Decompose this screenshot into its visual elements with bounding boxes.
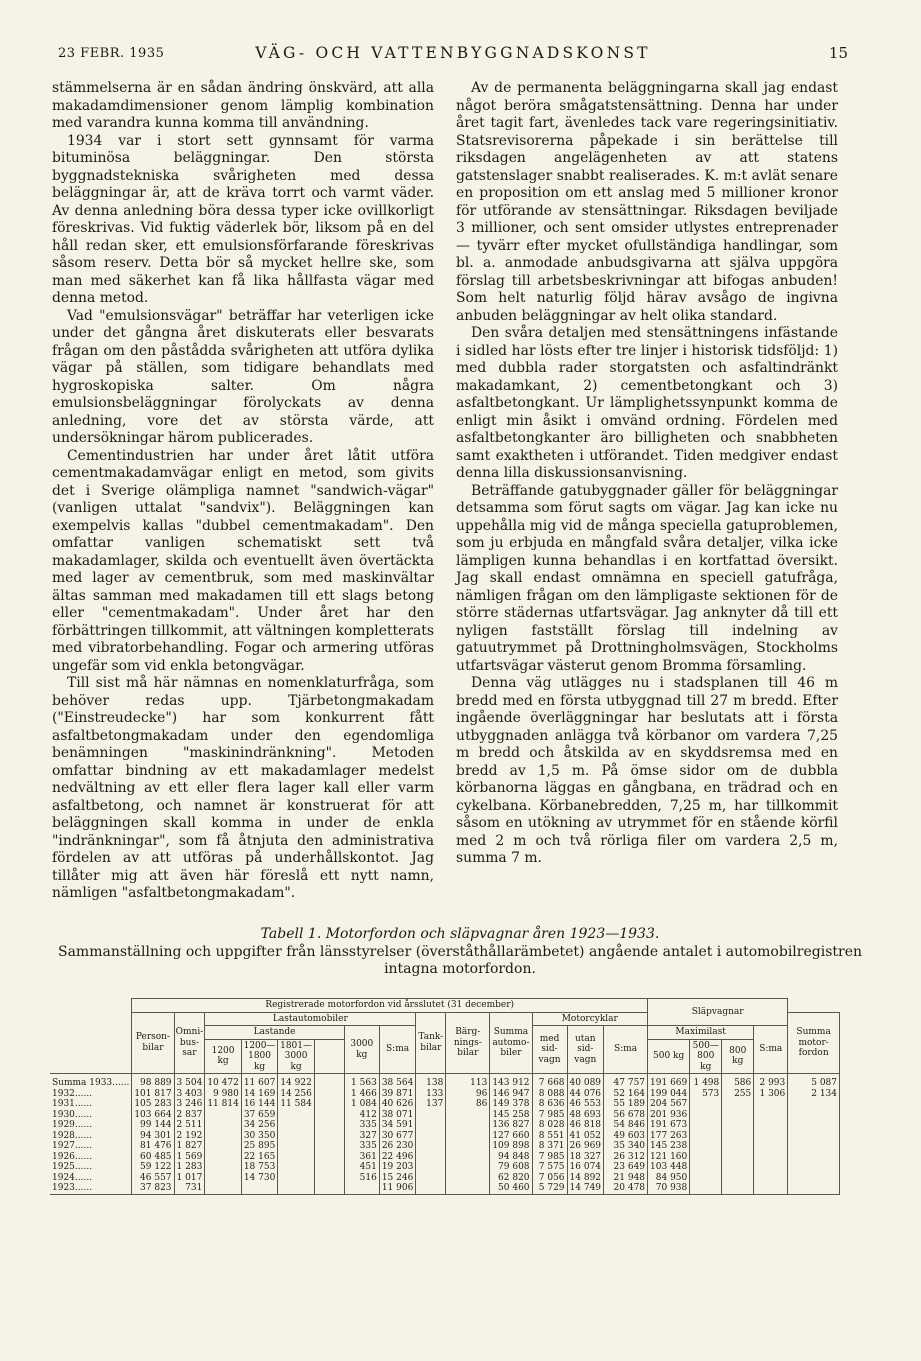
table-cell-s800: 1 306: [754, 1089, 788, 1100]
table-cell-s-sma: [788, 1183, 840, 1194]
table-cell-person: 99 144: [132, 1120, 174, 1131]
table-cell-summa-motor: 177 263: [648, 1131, 690, 1142]
table-cell-person: 59 122: [132, 1162, 174, 1173]
table-cell-s800: [754, 1152, 788, 1163]
table-cell-c1801-3000: [278, 1131, 315, 1142]
table-cell-summa-motor: 145 238: [648, 1141, 690, 1152]
table-cell-s-sma: [788, 1152, 840, 1163]
header-barg: Bärg-nings-bilar: [446, 1012, 490, 1074]
table-cell-barg: [446, 1131, 490, 1142]
table-cell-s500: [690, 1152, 722, 1163]
table-cell-tank: 137: [416, 1099, 446, 1110]
table-cell-omni: 731: [174, 1183, 205, 1194]
table-cell-c1200: 9 980: [205, 1089, 242, 1100]
table-cell-c1200: 11 814: [205, 1099, 242, 1110]
table-cell-summa-auto: 94 848: [490, 1152, 532, 1163]
table-cell-summa-motor: 191 673: [648, 1120, 690, 1131]
table-cell-c3000: 335: [344, 1120, 379, 1131]
header-mc-sma: S:ma: [604, 1026, 648, 1074]
table-cell-med: 8 371: [532, 1141, 567, 1152]
table-cell-person: 60 485: [132, 1152, 174, 1163]
table-cell-sma: 40 626: [379, 1099, 416, 1110]
paragraph: stämmelserna är en sådan ändring önskvärd, att alla makadamdimensioner genom lämplig kombination med varandra kunna komma till användning.: [52, 80, 434, 131]
header-3000: 3000 kg: [344, 1026, 379, 1074]
table-cell-sma: 19 203: [379, 1162, 416, 1173]
table-cell-spacer: [314, 1162, 344, 1173]
paragraph: Cementindustrien har under året låtit utföra cementmakadamvägar enligt en metod, som givits det i Sverige olämpliga namnet "sandwich-vägar" (vanligen uttalat "sandvix"). Beläggningen kan exempelvis kallas "dubbel cementmakadam". Den omfattar vanligen schematiskt sett två makadamlager, skilda och eventuellt även övertäckta med lager av cementbruk, som med maskinvältar ältas samman med makadamen till ett slags betong eller "cementmakadam". Under året har den förbättringen tillkommit, att vältningen kompletterats med vibratorbehandling. Fogar och armering utföras ungefär som vid enkla betongvägar.: [52, 447, 434, 674]
table-cell-c1200-1800: 30 350: [241, 1131, 278, 1142]
table-cell-omni: 3 504: [174, 1074, 205, 1089]
table-cell-utan: 48 693: [567, 1110, 604, 1121]
table-cell-s-sma: [788, 1173, 840, 1184]
table-cell-summa-motor: 199 044: [648, 1089, 690, 1100]
table-cell-s-sma: 5 087: [788, 1074, 840, 1089]
header-omnibus: Omni-bus-sar: [174, 1012, 205, 1074]
table-row: [50, 1099, 840, 1110]
paragraph: Av de permanenta beläggningarna skall jag endast något beröra smågatstensättning. Denna har under året tagit fart, ävenledes tack vare regeringsinitiativ. Statsrevisorerna påpekade i sin berättelse till riksdagen angelägenheten av att statens gatstenslager snabbt realiserades. K. m:t avlät senare en proposition om ett anslag med 5 millioner kronor för utförande av stensättningar. Riksdagen beviljade 3 millioner, och sent omsider utlystes entreprenader — tyvärr efter mycket ofullständiga handlingar, som bl. a. anmodade anbudsgivarna att själva uppgöra förslag till arbetsbeskrivningar att bifogas anbuden! Som helt naturlig följd härav avsågo de ingivna anbuden beläggningar av helt olika standard.: [456, 80, 838, 324]
table-cell-s-sma: [788, 1162, 840, 1173]
table-cell-c1801-3000: 11 584: [278, 1099, 315, 1110]
header-summa-motor: Summa motor-fordon: [788, 1012, 840, 1074]
table-cell-summa-motor: 191 669: [648, 1074, 690, 1089]
table-cell-omni: 1 569: [174, 1152, 205, 1163]
table-cell-s500: 573: [690, 1089, 722, 1100]
table-cell-barg: 113: [446, 1074, 490, 1089]
table-cell-c1801-3000: [278, 1110, 315, 1121]
table-cell-med: 7 575: [532, 1162, 567, 1173]
table-cell-c1200-1800: 14 169: [241, 1089, 278, 1100]
table-row: [50, 1152, 840, 1163]
table-cell-barg: [446, 1183, 490, 1194]
table-cell-year: 1930......: [50, 1110, 132, 1121]
header-motorcycles: Motorcyklar: [532, 1012, 648, 1026]
table-cell-person: 37 823: [132, 1183, 174, 1194]
table-cell-omni: 1 283: [174, 1162, 205, 1173]
table-cell-c1200-1800: 37 659: [241, 1110, 278, 1121]
table-cell-spacer: [314, 1141, 344, 1152]
table-cell-tank: [416, 1162, 446, 1173]
header-lastande: Lastande: [205, 1026, 345, 1040]
table-cell-summa-auto: 146 947: [490, 1089, 532, 1100]
table-cell-omni: 1 017: [174, 1173, 205, 1184]
table-cell-year: 1926......: [50, 1152, 132, 1163]
table-cell-year: 1924......: [50, 1173, 132, 1184]
table-description: Sammanställning och uppgifter från länsstyrelser (överståthållarämbetet) angående antalet i automobilregistren intagna motorfordon.: [57, 943, 862, 977]
paragraph: Denna väg utlägges nu i stadsplanen till 46 m bredd med en första utbyggnad till 27 m bredd. Efter ingående överläggningar har beslutats att i första utbyggnaden anlägga två körbanor om vardera 7,25 m bredd och åtskilda av en skyddsremsa med en bredd av 1,5 m. På ömse sidor om de dubbla körbanorna läggas en gångbana, en trädrad och en cykelbana. Körbanebredden, 7,25 m, har tillkommit såsom en utökning av utrymmet för en stående körfil med 2 m och två rörliga filer om vardera 2,5 m, summa 7 m.: [456, 675, 838, 866]
table-cell-barg: [446, 1110, 490, 1121]
header-lastauto: Lastautomobiler: [205, 1012, 416, 1026]
table-row: [50, 1120, 840, 1131]
table-cell-summa-auto: 109 898: [490, 1141, 532, 1152]
table-cell-person: 81 476: [132, 1141, 174, 1152]
table-cell-barg: [446, 1120, 490, 1131]
table-cell-med: 8 088: [532, 1089, 567, 1100]
table-cell-s500: 1 498: [690, 1074, 722, 1089]
table-cell-utan: 46 818: [567, 1120, 604, 1131]
table-cell-tank: [416, 1110, 446, 1121]
table-cell-person: 94 301: [132, 1131, 174, 1142]
table-cell-med: 8 028: [532, 1120, 567, 1131]
table-cell-c1801-3000: 14 922: [278, 1074, 315, 1089]
table-cell-sma: 26 230: [379, 1141, 416, 1152]
table-cell-omni: 3 403: [174, 1089, 205, 1100]
table-row: [50, 1074, 840, 1089]
table-cell-barg: [446, 1162, 490, 1173]
table-cell-tank: 138: [416, 1074, 446, 1089]
table-cell-s500: [690, 1099, 722, 1110]
table-cell-mc-sma: 56 678: [604, 1110, 648, 1121]
table-cell-sma: 39 871: [379, 1089, 416, 1100]
table-cell-s800: [754, 1120, 788, 1131]
table-cell-s-sma: [788, 1141, 840, 1152]
table-cell-mc-sma: 54 846: [604, 1120, 648, 1131]
table-cell-mc-sma: 55 189: [604, 1099, 648, 1110]
header-person: Person-bilar: [132, 1012, 174, 1074]
table-cell-s500-800: [722, 1131, 754, 1142]
table-cell-s-sma: [788, 1131, 840, 1142]
table-cell-c1200: [205, 1141, 242, 1152]
table-cell-s500-800: [722, 1162, 754, 1173]
table-cell-year: 1925......: [50, 1162, 132, 1173]
table-cell-mc-sma: 35 340: [604, 1141, 648, 1152]
table-cell-c1801-3000: [278, 1162, 315, 1173]
table-cell-mc-sma: 20 478: [604, 1183, 648, 1194]
table-cell-c1200: [205, 1183, 242, 1194]
table-cell-c1200-1800: 18 753: [241, 1162, 278, 1173]
table-cell-s500: [690, 1141, 722, 1152]
table-cell-c1200: [205, 1162, 242, 1173]
table-cell-utan: 41 052: [567, 1131, 604, 1142]
table-cell-sma: 11 906: [379, 1183, 416, 1194]
table-cell-c3000: 1 084: [344, 1099, 379, 1110]
motor-vehicle-table: [50, 998, 840, 1195]
table-cell-mc-sma: 26 312: [604, 1152, 648, 1163]
table-cell-c1200-1800: 16 144: [241, 1099, 278, 1110]
table-cell-s500: [690, 1131, 722, 1142]
left-column: [52, 80, 434, 903]
table-cell-sma: 15 246: [379, 1173, 416, 1184]
table-body: [50, 1074, 840, 1195]
table-cell-barg: [446, 1173, 490, 1184]
table-cell-spacer: [314, 1183, 344, 1194]
table-cell-s800: [754, 1173, 788, 1184]
table-cell-c1200-1800: 34 256: [241, 1120, 278, 1131]
table-cell-c1801-3000: [278, 1152, 315, 1163]
table-cell-sma: 34 591: [379, 1120, 416, 1131]
table-cell-tank: [416, 1183, 446, 1194]
header-1801-3000: 1801—3000 kg: [278, 1039, 315, 1074]
table-cell-utan: 26 969: [567, 1141, 604, 1152]
table-cell-s-sma: [788, 1110, 840, 1121]
table-row: [50, 1141, 840, 1152]
table-cell-med: 7 985: [532, 1110, 567, 1121]
table-cell-summa-auto: 136 827: [490, 1120, 532, 1131]
table-cell-tank: [416, 1173, 446, 1184]
table-cell-summa-auto: 62 820: [490, 1173, 532, 1184]
table-cell-summa-auto: 127 660: [490, 1131, 532, 1142]
table-cell-barg: [446, 1141, 490, 1152]
header-1200: 1200 kg: [205, 1039, 242, 1074]
table-cell-spacer: [314, 1131, 344, 1142]
header-spacer: [314, 1039, 344, 1074]
table-cell-c3000: 451: [344, 1162, 379, 1173]
table-cell-barg: 96: [446, 1089, 490, 1100]
table-cell-summa-auto: 149 378: [490, 1099, 532, 1110]
table-cell-mc-sma: 49 603: [604, 1131, 648, 1142]
table-cell-c3000: 327: [344, 1131, 379, 1142]
table-cell-summa-auto: 79 608: [490, 1162, 532, 1173]
table-cell-person: 105 283: [132, 1099, 174, 1110]
header-maxlast: Maximilast: [648, 1026, 754, 1040]
page-header: [58, 44, 848, 68]
table-cell-mc-sma: 52 164: [604, 1089, 648, 1100]
table-cell-sma: 38 564: [379, 1074, 416, 1089]
table-cell-summa-motor: 201 936: [648, 1110, 690, 1121]
table-cell-c1200-1800: 11 607: [241, 1074, 278, 1089]
table-cell-person: 98 889: [132, 1074, 174, 1089]
table-cell-barg: 86: [446, 1099, 490, 1110]
table-cell-spacer: [314, 1152, 344, 1163]
table-cell-summa-auto: 143 912: [490, 1074, 532, 1089]
table-cell-c1801-3000: [278, 1173, 315, 1184]
table-cell-s800: [754, 1099, 788, 1110]
table-cell-sma: 22 496: [379, 1152, 416, 1163]
table-cell-year: 1931......: [50, 1099, 132, 1110]
table-cell-person: 103 664: [132, 1110, 174, 1121]
table-cell-summa-auto: 50 460: [490, 1183, 532, 1194]
table-cell-med: 8 636: [532, 1099, 567, 1110]
table-cell-person: 46 557: [132, 1173, 174, 1184]
table-cell-c1801-3000: 14 256: [278, 1089, 315, 1100]
table-row: [50, 1162, 840, 1173]
header-tank: Tank-bilar: [416, 1012, 446, 1074]
table-cell-spacer: [314, 1074, 344, 1089]
table-cell-omni: 2 837: [174, 1110, 205, 1121]
paragraph: Den svåra detaljen med stensättningens infästande i sidled har lösts efter tre linjer i historisk tidsföljd: 1) med dubbla rader storgatsten och asfaltindränkt makadamkant, 2) cementbetongkant och 3) asfaltbetongkant. Ur lämplighetssynpunkt komma de enligt min åsikt i omvänd ordning. Fördelen med asfaltbetongkanter äro billigheten och snabbheten samt exaktheten i utförandet. Tiden medgiver endast denna lilla diskussionsanvisning.: [456, 325, 838, 481]
table-cell-s800: [754, 1131, 788, 1142]
table-cell-year: Summa 1933......: [50, 1074, 132, 1089]
table-cell-utan: 16 074: [567, 1162, 604, 1173]
table-cell-c3000: 412: [344, 1110, 379, 1121]
table-cell-s-sma: 2 134: [788, 1089, 840, 1100]
table-cell-summa-motor: 121 160: [648, 1152, 690, 1163]
table-cell-summa-motor: 103 448: [648, 1162, 690, 1173]
table-cell-med: 7 056: [532, 1173, 567, 1184]
table-cell-s-sma: [788, 1099, 840, 1110]
table-row: [50, 1089, 840, 1100]
table-cell-utan: 14 892: [567, 1173, 604, 1184]
table-cell-summa-motor: 204 567: [648, 1099, 690, 1110]
table-cell-s500-800: [722, 1141, 754, 1152]
table-cell-c3000: 335: [344, 1141, 379, 1152]
table-cell-summa-auto: 145 258: [490, 1110, 532, 1121]
table-cell-c1801-3000: [278, 1183, 315, 1194]
table-cell-c1200-1800: 25 895: [241, 1141, 278, 1152]
table-caption: [50, 926, 870, 979]
header-med: med sid-vagn: [532, 1026, 567, 1074]
table-cell-s800: [754, 1110, 788, 1121]
table-cell-c1200-1800: [241, 1183, 278, 1194]
table-cell-omni: 3 246: [174, 1099, 205, 1110]
table-cell-s500: [690, 1120, 722, 1131]
table-cell-s500-800: 586: [722, 1074, 754, 1089]
header-s-sma: S:ma: [754, 1026, 788, 1074]
table-cell-c3000: [344, 1183, 379, 1194]
table-cell-s500: [690, 1162, 722, 1173]
table-cell-tank: [416, 1152, 446, 1163]
table-cell-med: 7 668: [532, 1074, 567, 1089]
table-cell-c1801-3000: [278, 1141, 315, 1152]
table-cell-med: 5 729: [532, 1183, 567, 1194]
table-cell-omni: 1 827: [174, 1141, 205, 1152]
table-cell-year: 1927......: [50, 1141, 132, 1152]
table-cell-med: 7 985: [532, 1152, 567, 1163]
header-s500-800: 500—800 kg: [690, 1039, 722, 1074]
header-sma: S:ma: [379, 1026, 416, 1074]
table-cell-c3000: 516: [344, 1173, 379, 1184]
table-cell-c1200: [205, 1152, 242, 1163]
table-row: [50, 1183, 840, 1194]
paragraph: 1934 var i stort sett gynnsamt för varma bituminösa beläggningar. Den största byggnadstekniska svårigheten med dessa beläggningar är, att de kräva torrt och varmt väder. Av denna anledning böra dessa typer icke ovillkorligt föreskrivas. Vid fuktig väderlek bör, liksom på en del håll redan sker, ett emulsionsförfarande föreskrivas såsom reserv. Detta bör så mycket hellre ske, som man med säkerhet kan få lika hållfasta vägar med denna metod.: [52, 132, 434, 306]
table-cell-c3000: 1 466: [344, 1089, 379, 1100]
paragraph: Beträffande gatubyggnader gäller för beläggningar detsamma som förut sagts om vägar. Jag kan icke nu uppehålla mig vid de många speciella gatuproblemen, som ju erbjuda en mångfald svåra detaljer, vilka icke lämpligen kunna behandlas i en kortfattad översikt. Jag skall endast omnämna en speciell gatufråga, nämligen frågan om den lämpligaste sektionen för de större städernas utfartsvägar. Jag anknyter då till ett nyligen fastställt förslag till indelning av gatuutrymmet på Drottningholmsvägen, Stockholms utfartsvägar västerut genom Bromma församling.: [456, 482, 838, 674]
header-summa-auto: Summa automo-biler: [490, 1012, 532, 1074]
table-cell-utan: 40 089: [567, 1074, 604, 1089]
table-cell-c1200: [205, 1131, 242, 1142]
table-cell-s800: [754, 1141, 788, 1152]
table-cell-sma: 30 677: [379, 1131, 416, 1142]
table-cell-spacer: [314, 1099, 344, 1110]
table-cell-year: 1928......: [50, 1131, 132, 1142]
table-cell-c1200: 10 472: [205, 1074, 242, 1089]
table-cell-spacer: [314, 1173, 344, 1184]
header-utan: utan sid-vagn: [567, 1026, 604, 1074]
table-cell-tank: [416, 1141, 446, 1152]
table-cell-s800: 2 993: [754, 1074, 788, 1089]
table-cell-summa-motor: 84 950: [648, 1173, 690, 1184]
table-cell-tank: [416, 1131, 446, 1142]
header-date: 23 FEBR. 1935: [58, 46, 165, 61]
table-cell-spacer: [314, 1110, 344, 1121]
table-cell-year: 1932......: [50, 1089, 132, 1100]
table-cell-c1801-3000: [278, 1120, 315, 1131]
header-s500: 500 kg: [648, 1039, 690, 1074]
table-cell-s500: [690, 1110, 722, 1121]
table-cell-barg: [446, 1152, 490, 1163]
header-trailers: Släpvagnar: [648, 999, 788, 1026]
table-cell-c1200-1800: 14 730: [241, 1173, 278, 1184]
table-row: [50, 1110, 840, 1121]
table-cell-summa-motor: 70 938: [648, 1183, 690, 1194]
table-cell-s800: [754, 1162, 788, 1173]
table-cell-c1200: [205, 1120, 242, 1131]
table-cell-c3000: 361: [344, 1152, 379, 1163]
table-cell-mc-sma: 23 649: [604, 1162, 648, 1173]
table-cell-s500-800: [722, 1110, 754, 1121]
table-cell-s500-800: [722, 1173, 754, 1184]
table-cell-mc-sma: 47 757: [604, 1074, 648, 1089]
table-cell-s500-800: [722, 1099, 754, 1110]
table-cell-c3000: 1 563: [344, 1074, 379, 1089]
table-cell-sma: 38 071: [379, 1110, 416, 1121]
table-cell-s500-800: [722, 1152, 754, 1163]
table-cell-c1200: [205, 1173, 242, 1184]
page-number: 15: [828, 44, 848, 62]
header-registered: Registrerade motorfordon vid årsslutet (31 december): [132, 999, 648, 1013]
table-cell-omni: 2 192: [174, 1131, 205, 1142]
table-row: [50, 1173, 840, 1184]
table-cell-s500: [690, 1183, 722, 1194]
table-cell-mc-sma: 21 948: [604, 1173, 648, 1184]
table-cell-med: 8 551: [532, 1131, 567, 1142]
table-cell-year: 1923......: [50, 1183, 132, 1194]
table-cell-c1200: [205, 1110, 242, 1121]
table-cell-s500-800: 255: [722, 1089, 754, 1100]
table-cell-omni: 2 511: [174, 1120, 205, 1131]
table-cell-tank: [416, 1120, 446, 1131]
table-cell-year: 1929......: [50, 1120, 132, 1131]
table-cell-s500-800: [722, 1120, 754, 1131]
header-1200-1800: 1200—1800 kg: [241, 1039, 278, 1074]
table-cell-utan: 18 327: [567, 1152, 604, 1163]
table-cell-utan: 44 076: [567, 1089, 604, 1100]
table-cell-c1200-1800: 22 165: [241, 1152, 278, 1163]
table-cell-utan: 46 553: [567, 1099, 604, 1110]
table-cell-tank: 133: [416, 1089, 446, 1100]
header-cell-empty: [50, 999, 132, 1074]
table-cell-utan: 14 749: [567, 1183, 604, 1194]
table-cell-s-sma: [788, 1120, 840, 1131]
table-cell-s500: [690, 1173, 722, 1184]
right-column: [456, 80, 838, 868]
paragraph: Vad "emulsionsvägar" beträffar har veterligen icke under det gångna året diskuterats eller besvarats frågan om den påstådda svårigheten att utföra dylika vägar på ställen, som tidigare behandlats med hygroskopiska salter. Om några emulsionsbeläggningar förolyckats av denna anledning, vore det av största värde, att undersökningar härom publicerades.: [52, 307, 434, 446]
table-cell-person: 101 817: [132, 1089, 174, 1100]
table-title: Tabell 1. Motorfordon och släpvagnar åren 1923—1933.: [260, 926, 660, 942]
table-row: [50, 1131, 840, 1142]
table-cell-s800: [754, 1183, 788, 1194]
table-cell-spacer: [314, 1120, 344, 1131]
header-s800: 800 kg: [722, 1039, 754, 1074]
table-cell-s500-800: [722, 1183, 754, 1194]
journal-title: VÄG- OCH VATTENBYGGNADSKONST: [255, 44, 651, 62]
paragraph: Till sist må här nämnas en nomenklaturfråga, som behöver redas upp. Tjärbetongmakadam ("Einstreudecke") har som konkurrent fått asfaltbetongmakadam under den egendomliga benämningen "maskinindränkning". Metoden omfattar bindning av ett makadamlager medelst nedvältning av ett eller flera lager kall eller varm asfaltbetong, och namnet är konstruerat för att beläggningen skall komma in under de enkla "indränkningar", som få åtnjuta den administrativa fördelen av att utföras på underhållskontot. Jag tillåter mig att även här föreslå ett nytt namn, nämligen "asfaltbetongmakadam".: [52, 675, 434, 901]
table-cell-spacer: [314, 1089, 344, 1100]
